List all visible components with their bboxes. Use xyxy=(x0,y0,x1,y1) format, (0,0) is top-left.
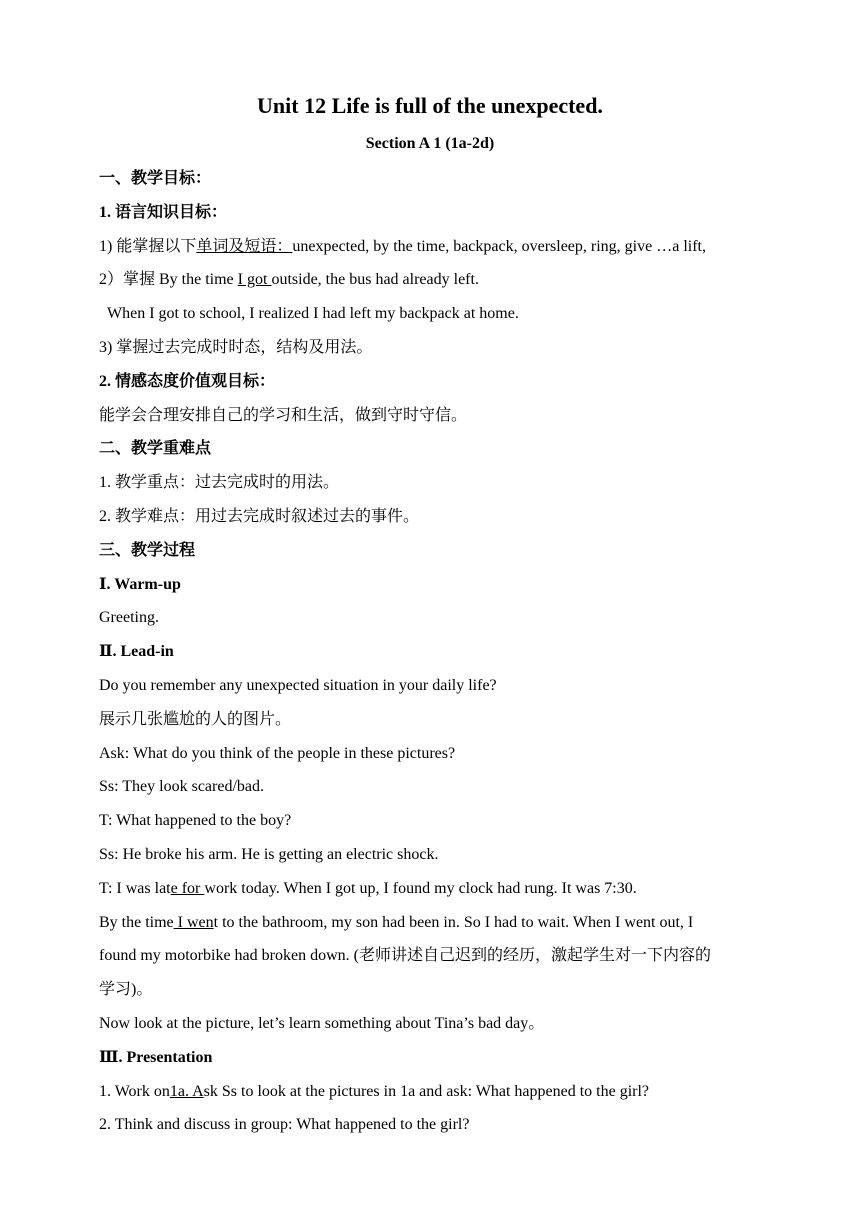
paragraph-line: Ss: They look scared/bad. xyxy=(99,778,265,796)
paragraph-line: 能学会合理安排自己的学习和生活，做到守时守信。 xyxy=(99,406,468,424)
underlined-text: e for xyxy=(170,879,205,897)
paragraph-line: T: What happened to the boy? xyxy=(99,812,292,830)
text-run: sk Ss to look at the pictures in 1a and ask: What happened to the girl? xyxy=(203,1082,650,1100)
paragraph-line xyxy=(99,269,799,303)
document-body xyxy=(99,168,799,1148)
text-run: unexpected, by the time, backpack, oversleep, ring, give …a lift, xyxy=(292,237,706,255)
paragraph-line xyxy=(99,912,799,946)
paragraph-line: When I got to school, I realized I had left my backpack at home. xyxy=(107,305,519,323)
paragraph-line: 1. 教学重点：过去完成时的用法。 xyxy=(99,474,340,492)
underlined-text: I wen xyxy=(173,913,214,931)
paragraph-line xyxy=(99,236,799,270)
underlined-text: 1a. A xyxy=(169,1082,204,1100)
underlined-text: 单词及短语： xyxy=(196,237,293,255)
paragraph-line: 2. 教学难点：用过去完成时叙述过去的事件。 xyxy=(99,507,420,525)
paragraph-line xyxy=(99,878,799,912)
step-heading-warm-up: Ⅰ. Warm-up xyxy=(99,575,181,593)
subheading-attitude-goals: 2. 情感态度价值观目标： xyxy=(99,372,276,390)
text-run: 1. Work on xyxy=(99,1082,170,1100)
paragraph-line: Ss: He broke his arm. He is getting an electric shock. xyxy=(99,845,439,863)
paragraph-line: found my motorbike had broken down. (老师讲述自己迟到的经历，激起学生对一下内容的 xyxy=(99,947,711,965)
step-heading-presentation: Ⅲ. Presentation xyxy=(99,1048,213,1066)
text-run: By the time xyxy=(99,913,174,931)
text-run: t to the bathroom, my son had been in. So I had to wait. When I went out, I xyxy=(213,913,694,931)
paragraph-line: 3) 掌握过去完成时时态，结构及用法。 xyxy=(99,338,373,356)
paragraph-line: Greeting. xyxy=(99,609,159,627)
paragraph-line: 展示几张尴尬的人的图片。 xyxy=(99,710,292,728)
paragraph-line: Now look at the picture, let’s learn something about Tina’s bad day。 xyxy=(99,1014,545,1032)
paragraph-line xyxy=(99,1081,799,1115)
text-run: outside, the bus had already left. xyxy=(271,271,479,289)
text-run: work today. When I got up, I found my clock had rung. It was 7:30. xyxy=(204,879,637,897)
heading-key-points: 二、教学重难点 xyxy=(99,440,212,458)
section-subtitle: Section A 1 (1a-2d) xyxy=(365,135,495,152)
paragraph-line: 学习)。 xyxy=(99,981,153,999)
heading-teaching-process: 三、教学过程 xyxy=(99,541,196,559)
text-run: 2）掌握 By the time xyxy=(99,271,238,289)
underlined-text: I got xyxy=(237,271,272,289)
paragraph-line: Do you remember any unexpected situation in your daily life? xyxy=(99,676,497,694)
document-title: Unit 12 Life is full of the unexpected. xyxy=(257,93,603,118)
paragraph-line: 2. Think and discuss in group: What happened to the girl? xyxy=(99,1116,470,1134)
subheading-language-goals: 1. 语言知识目标： xyxy=(99,203,228,221)
step-heading-lead-in: Ⅱ. Lead-in xyxy=(99,643,174,661)
text-run: T: I was lat xyxy=(99,879,171,897)
text-run: 1) 能掌握以下 xyxy=(99,237,197,255)
heading-teaching-goals: 一、教学目标： xyxy=(99,170,212,187)
paragraph-line: Ask: What do you think of the people in these pictures? xyxy=(99,744,456,762)
